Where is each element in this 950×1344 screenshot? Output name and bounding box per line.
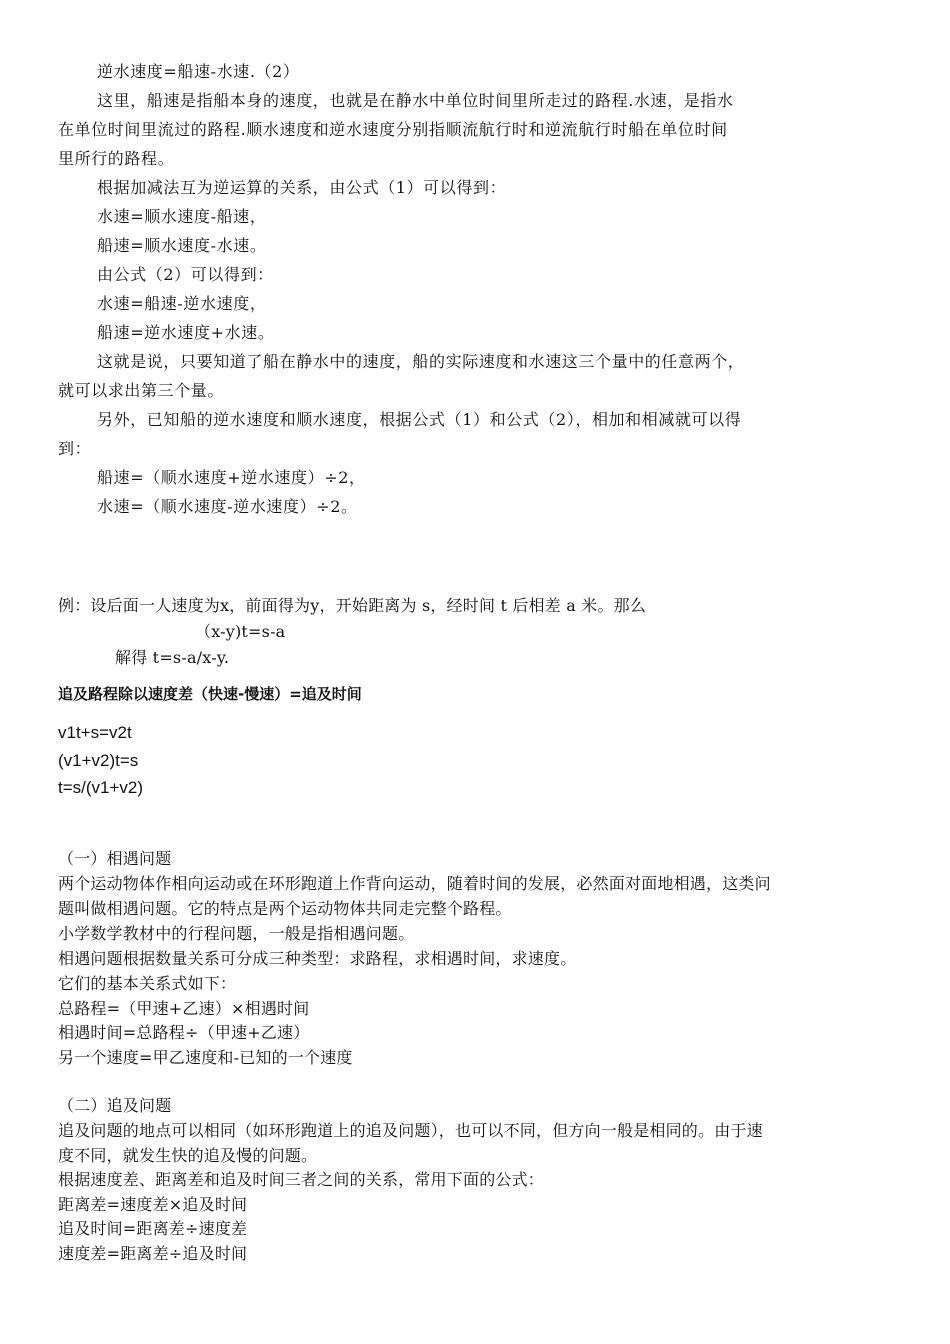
- text-line: 这就是说，只要知道了船在静水中的速度，船的实际速度和水速这三个量中的任意两个，: [97, 352, 745, 371]
- text-line: 它们的基本关系式如下：: [58, 974, 237, 993]
- formula-line: t=s/(v1+v2): [58, 778, 144, 797]
- example-equation: （x-y)t=s-a: [195, 622, 286, 641]
- section-heading-meeting: （一）相遇问题: [58, 849, 172, 868]
- text-line: 逆水速度=船速-水速.（2）: [97, 62, 300, 81]
- text-line: 距离差=速度差×追及时间: [58, 1195, 248, 1214]
- text-line: 船速=逆水速度+水速。: [97, 323, 275, 342]
- text-line: 到：: [58, 439, 92, 458]
- text-line: 题叫做相遇问题。它的特点是两个运动物体共同走完整个路程。: [58, 899, 512, 918]
- text-line: 在单位时间里流过的路程.顺水速度和逆水速度分别指顺流航行时和逆流航行时船在单位时间: [58, 120, 728, 139]
- chase-rule: 追及路程除以速度差（快速-慢速）=追及时间: [58, 685, 362, 703]
- text-line: 水速=顺水速度-船速，: [97, 207, 267, 226]
- text-line: 另一个速度=甲乙速度和-已知的一个速度: [58, 1048, 353, 1067]
- text-line: 相遇时间=总路程÷（甲速+乙速）: [58, 1023, 310, 1042]
- text-line: 速度差=距离差÷追及时间: [58, 1244, 248, 1263]
- text-line: 水速=船速-逆水速度，: [97, 294, 267, 313]
- text-line: 水速=（顺水速度-逆水速度）÷2。: [97, 497, 358, 516]
- text-line: 度不同，就发生快的追及慢的问题。: [58, 1146, 318, 1165]
- text-line: 这里，船速是指船本身的速度，也就是在静水中单位时间里所走过的路程.水速，是指水: [97, 91, 734, 110]
- text-line: 另外，已知船的逆水速度和顺水速度，根据公式（1）和公式（2），相加和相减就可以得: [97, 410, 742, 429]
- text-line: 里所行的路程。: [58, 149, 175, 168]
- text-line: 根据速度差、距离差和追及时间三者之间的关系，常用下面的公式：: [58, 1170, 545, 1189]
- section-heading-chase: （二）追及问题: [58, 1096, 172, 1115]
- formula-line: v1t+s=v2t: [58, 723, 132, 742]
- text-line: 船速=（顺水速度+逆水速度）÷2，: [97, 468, 366, 487]
- text-line: 追及问题的地点可以相同（如环形跑道上的追及问题），也可以不同，但方向一般是相同的。由于速: [58, 1121, 763, 1140]
- text-line: 总路程=（甲速+乙速）×相遇时间: [58, 999, 310, 1018]
- text-line: 两个运动物体作相向运动或在环形跑道上作背向运动，随着时间的发展，必然面对面地相遇，这类问: [58, 874, 771, 893]
- example-line: 例：设后面一人速度为x，前面得为y，开始距离为 s，经时间 t 后相差 a 米。那么: [58, 596, 647, 615]
- text-line: 追及时间=距离差÷速度差: [58, 1219, 248, 1238]
- text-line: 就可以求出第三个量。: [58, 381, 225, 400]
- text-line: 船速=顺水速度-水速。: [97, 236, 267, 255]
- text-line: 相遇问题根据数量关系可分成三种类型：求路程，求相遇时间，求速度。: [58, 949, 577, 968]
- example-solution: 解得 t=s-a/x-y.: [115, 648, 230, 667]
- text-line: 小学数学教材中的行程问题，一般是指相遇问题。: [58, 924, 415, 943]
- formula-line: (v1+v2)t=s: [58, 751, 139, 770]
- text-line: 根据加减法互为逆运算的关系，由公式（1）可以得到：: [97, 178, 507, 197]
- text-line: 由公式（2）可以得到：: [97, 265, 274, 284]
